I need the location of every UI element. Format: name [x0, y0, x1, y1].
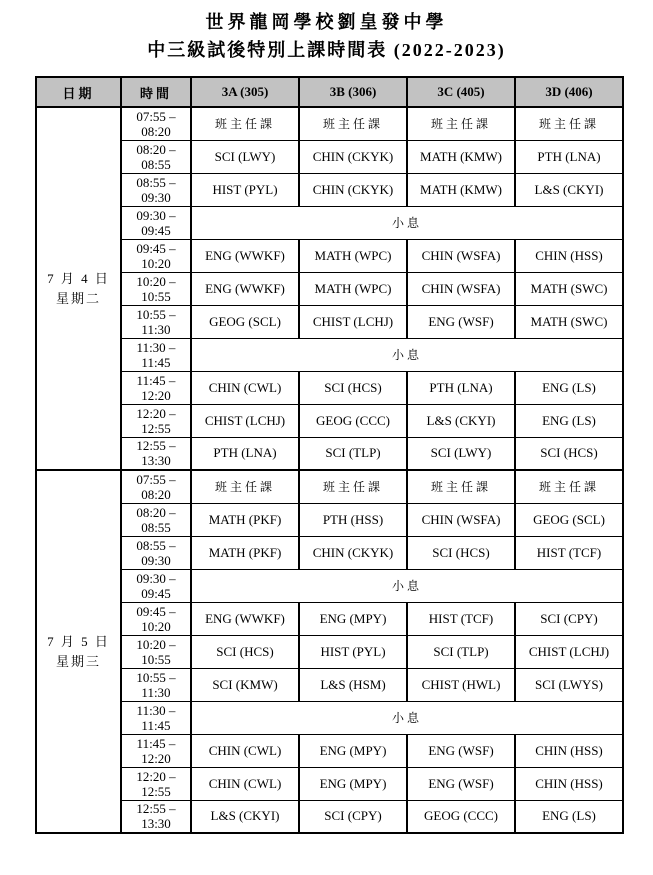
lesson-cell: HIST (PYL) [299, 635, 407, 668]
lesson-cell: GEOG (SCL) [515, 503, 623, 536]
lesson-cell: 班主任課 [515, 107, 623, 140]
time-start: 08:55 – [136, 174, 176, 190]
time-start: 12:55 – [136, 438, 176, 454]
lesson-cell: SCI (TLP) [299, 437, 407, 470]
time-start: 08:20 – [136, 141, 176, 157]
date-cell [36, 107, 121, 470]
header-row [36, 77, 623, 107]
lesson-cell: CHIN (WSFA) [407, 272, 515, 305]
lesson-cell: CHIN (CKYK) [299, 536, 407, 569]
lesson-cell: SCI (LWY) [191, 140, 299, 173]
lesson-cell: SCI (LWYS) [515, 668, 623, 701]
lesson-cell: PTH (HSS) [299, 503, 407, 536]
time-end: 08:20 [141, 486, 171, 502]
lesson-cell: SCI (KMW) [191, 668, 299, 701]
date-cell [36, 470, 121, 833]
table-row [36, 371, 623, 404]
time-cell [121, 239, 191, 272]
lesson-cell: ENG (WWKF) [191, 239, 299, 272]
lesson-cell: ENG (WWKF) [191, 602, 299, 635]
time-start: 09:30 – [136, 207, 176, 223]
lesson-cell: CHIN (HSS) [515, 767, 623, 800]
table-row [36, 470, 623, 503]
time-cell [121, 338, 191, 371]
time-start: 10:55 – [136, 306, 176, 322]
lesson-cell: L&S (CKYI) [191, 800, 299, 833]
time-end: 08:20 [141, 123, 171, 139]
time-start: 08:20 – [136, 504, 176, 520]
header-class-3a: 3A (305) [191, 77, 299, 107]
lesson-cell: ENG (WSF) [407, 734, 515, 767]
table-row [36, 239, 623, 272]
time-cell [121, 602, 191, 635]
weekday-text: 星期三 [55, 653, 101, 669]
lesson-cell: L&S (HSM) [299, 668, 407, 701]
break-cell: 小息 [191, 206, 623, 239]
timetable-title: 中三級試後特別上課時間表 (2022-2023) [147, 40, 506, 60]
header-class-3b: 3B (306) [299, 77, 407, 107]
lesson-cell: GEOG (SCL) [191, 305, 299, 338]
lesson-cell: HIST (TCF) [515, 536, 623, 569]
time-end: 11:45 [141, 717, 171, 733]
time-end: 08:55 [141, 519, 171, 535]
table-row [36, 800, 623, 833]
lesson-cell: MATH (WPC) [299, 239, 407, 272]
lesson-cell: HIST (PYL) [191, 173, 299, 206]
table-row [36, 338, 623, 371]
time-cell [121, 569, 191, 602]
time-end: 10:20 [141, 255, 171, 271]
lesson-cell: GEOG (CCC) [407, 800, 515, 833]
time-start: 08:55 – [136, 537, 176, 553]
lesson-cell: MATH (SWC) [515, 272, 623, 305]
lesson-cell: CHIN (CWL) [191, 767, 299, 800]
lesson-cell: SCI (HCS) [407, 536, 515, 569]
lesson-cell: 班主任課 [299, 470, 407, 503]
lesson-cell: SCI (LWY) [407, 437, 515, 470]
table-row [36, 536, 623, 569]
lesson-cell: CHIN (CWL) [191, 371, 299, 404]
break-cell: 小息 [191, 338, 623, 371]
time-cell [121, 536, 191, 569]
lesson-cell: SCI (HCS) [299, 371, 407, 404]
time-end: 10:55 [141, 651, 171, 667]
title-block [0, 0, 653, 64]
time-end: 10:20 [141, 618, 171, 634]
lesson-cell: ENG (MPY) [299, 734, 407, 767]
time-end: 08:55 [141, 156, 171, 172]
time-cell [121, 767, 191, 800]
table-row [36, 767, 623, 800]
lesson-cell: SCI (HCS) [191, 635, 299, 668]
header-class-3c: 3C (405) [407, 77, 515, 107]
table-row [36, 404, 623, 437]
lesson-cell: CHIST (LCHJ) [515, 635, 623, 668]
time-start: 09:45 – [136, 240, 176, 256]
table-row [36, 668, 623, 701]
time-cell [121, 173, 191, 206]
lesson-cell: MATH (KMW) [407, 173, 515, 206]
lesson-cell: L&S (CKYI) [407, 404, 515, 437]
time-start: 09:45 – [136, 603, 176, 619]
lesson-cell: CHIN (CWL) [191, 734, 299, 767]
lesson-cell: ENG (LS) [515, 404, 623, 437]
time-end: 12:55 [141, 420, 171, 436]
date-text: 7 月 4 日 [47, 270, 110, 286]
time-start: 10:20 – [136, 636, 176, 652]
time-start: 11:45 – [136, 735, 176, 751]
time-end: 11:45 [141, 354, 171, 370]
time-end: 12:20 [141, 387, 171, 403]
lesson-cell: 班主任課 [191, 470, 299, 503]
time-start: 12:55 – [136, 801, 176, 817]
time-end: 09:45 [141, 222, 171, 238]
time-cell [121, 734, 191, 767]
lesson-cell: SCI (TLP) [407, 635, 515, 668]
table-row [36, 569, 623, 602]
lesson-cell: L&S (CKYI) [515, 173, 623, 206]
lesson-cell: ENG (MPY) [299, 767, 407, 800]
time-start: 12:20 – [136, 405, 176, 421]
lesson-cell: 班主任課 [407, 107, 515, 140]
table-row [36, 437, 623, 470]
lesson-cell: MATH (PKF) [191, 503, 299, 536]
time-cell [121, 701, 191, 734]
lesson-cell: 班主任課 [191, 107, 299, 140]
lesson-cell: SCI (HCS) [515, 437, 623, 470]
break-cell: 小息 [191, 569, 623, 602]
time-end: 11:30 [141, 684, 171, 700]
table-row [36, 701, 623, 734]
time-cell [121, 206, 191, 239]
lesson-cell: ENG (WSF) [407, 305, 515, 338]
time-cell [121, 371, 191, 404]
time-end: 10:55 [141, 288, 171, 304]
time-start: 10:20 – [136, 273, 176, 289]
timetable-body [36, 107, 623, 833]
lesson-cell: CHIST (HWL) [407, 668, 515, 701]
time-cell [121, 272, 191, 305]
time-start: 10:55 – [136, 669, 176, 685]
lesson-cell: ENG (LS) [515, 371, 623, 404]
lesson-cell: CHIN (HSS) [515, 734, 623, 767]
time-start: 12:20 – [136, 768, 176, 784]
table-row [36, 173, 623, 206]
time-end: 09:30 [141, 552, 171, 568]
time-end: 12:20 [141, 750, 171, 766]
time-start: 07:55 – [136, 471, 176, 487]
timetable [35, 76, 624, 834]
lesson-cell: MATH (PKF) [191, 536, 299, 569]
time-cell [121, 140, 191, 173]
lesson-cell: CHIST (LCHJ) [191, 404, 299, 437]
table-row [36, 107, 623, 140]
lesson-cell: MATH (SWC) [515, 305, 623, 338]
time-cell [121, 503, 191, 536]
header-time: 時間 [121, 77, 191, 107]
time-cell [121, 668, 191, 701]
header-class-3d: 3D (406) [515, 77, 623, 107]
time-start: 11:30 – [136, 702, 176, 718]
lesson-cell: 班主任課 [299, 107, 407, 140]
lesson-cell: MATH (WPC) [299, 272, 407, 305]
time-cell [121, 470, 191, 503]
lesson-cell: ENG (MPY) [299, 602, 407, 635]
time-start: 11:45 – [136, 372, 176, 388]
table-row [36, 602, 623, 635]
time-cell [121, 404, 191, 437]
time-cell [121, 635, 191, 668]
lesson-cell: CHIN (WSFA) [407, 239, 515, 272]
table-row [36, 734, 623, 767]
lesson-cell: MATH (KMW) [407, 140, 515, 173]
time-cell [121, 305, 191, 338]
school-name: 世界龍岡學校劉皇發中學 [205, 12, 448, 32]
lesson-cell: SCI (CPY) [515, 602, 623, 635]
lesson-cell: HIST (TCF) [407, 602, 515, 635]
table-row [36, 272, 623, 305]
lesson-cell: ENG (LS) [515, 800, 623, 833]
time-cell [121, 437, 191, 470]
lesson-cell: ENG (WWKF) [191, 272, 299, 305]
weekday-text: 星期二 [55, 290, 101, 306]
time-start: 09:30 – [136, 570, 176, 586]
lesson-cell: PTH (LNA) [191, 437, 299, 470]
lesson-cell: CHIN (CKYK) [299, 173, 407, 206]
lesson-cell: SCI (CPY) [299, 800, 407, 833]
time-cell [121, 800, 191, 833]
lesson-cell: PTH (LNA) [515, 140, 623, 173]
lesson-cell: ENG (WSF) [407, 767, 515, 800]
table-row [36, 503, 623, 536]
lesson-cell: CHIN (CKYK) [299, 140, 407, 173]
time-end: 09:45 [141, 585, 171, 601]
lesson-cell: 班主任課 [407, 470, 515, 503]
time-cell [121, 107, 191, 140]
table-row [36, 206, 623, 239]
break-cell: 小息 [191, 701, 623, 734]
time-start: 07:55 – [136, 108, 176, 124]
lesson-cell: GEOG (CCC) [299, 404, 407, 437]
time-start: 11:30 – [136, 339, 176, 355]
header-date: 日期 [36, 77, 121, 107]
lesson-cell: 班主任課 [515, 470, 623, 503]
lesson-cell: CHIST (LCHJ) [299, 305, 407, 338]
lesson-cell: CHIN (WSFA) [407, 503, 515, 536]
time-end: 13:30 [141, 453, 171, 469]
time-end: 12:55 [141, 783, 171, 799]
table-row [36, 635, 623, 668]
time-end: 09:30 [141, 189, 171, 205]
time-end: 13:30 [141, 816, 171, 832]
table-row [36, 305, 623, 338]
table-row [36, 140, 623, 173]
lesson-cell: CHIN (HSS) [515, 239, 623, 272]
time-end: 11:30 [141, 321, 171, 337]
date-text: 7 月 5 日 [47, 633, 110, 649]
lesson-cell: PTH (LNA) [407, 371, 515, 404]
